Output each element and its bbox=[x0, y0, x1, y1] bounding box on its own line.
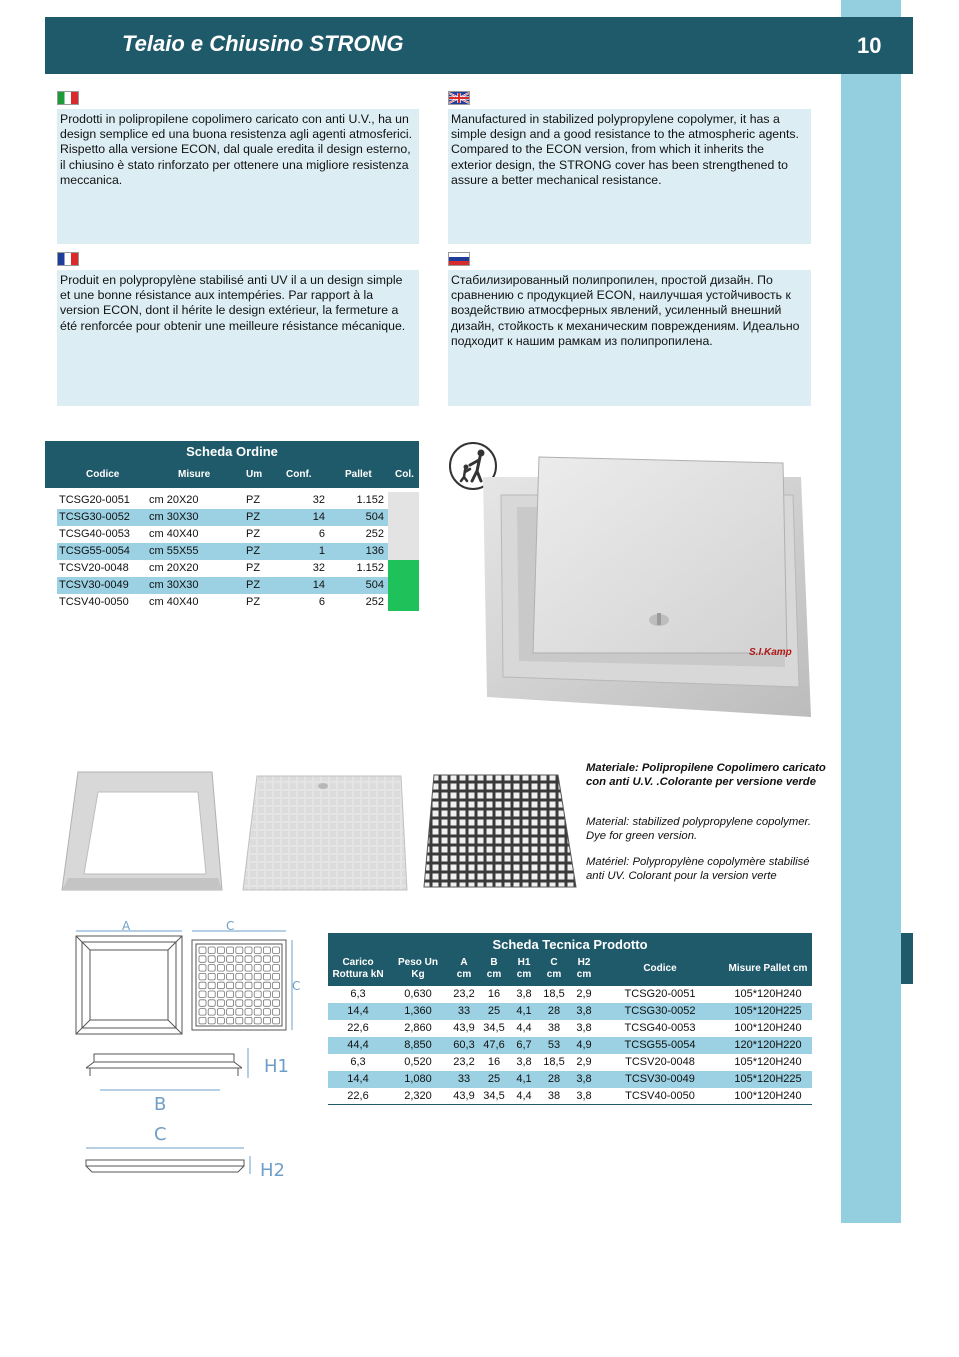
tech-cell: 3,8 bbox=[576, 1005, 592, 1017]
drawing-grid-cell bbox=[208, 947, 215, 954]
drawing-grid-cell bbox=[208, 1009, 215, 1016]
tech-cell: 34,5 bbox=[483, 1090, 505, 1102]
watermark-logo: S.I.Kamp bbox=[749, 647, 792, 658]
drawing-grid-cell bbox=[254, 947, 261, 954]
tech-table-row bbox=[328, 1037, 812, 1054]
drawing-grid-cell bbox=[263, 947, 270, 954]
order-cell-misure: cm 30X30 bbox=[149, 511, 199, 523]
product-photo-main bbox=[481, 455, 813, 723]
tech-cell: 2,9 bbox=[576, 1056, 592, 1068]
tech-cell: 4,1 bbox=[516, 1005, 532, 1017]
order-cell-misure: cm 30X30 bbox=[149, 579, 199, 591]
order-cell-codice: TCSV30-0049 bbox=[59, 579, 129, 591]
drawing-grid-cell bbox=[254, 991, 261, 998]
drawing-grid-cell bbox=[254, 973, 261, 980]
technical-drawing bbox=[60, 918, 310, 1180]
drawing-grid-cell bbox=[245, 1000, 252, 1007]
tech-cell: 53 bbox=[547, 1039, 561, 1051]
order-cell-conf: 32 bbox=[312, 562, 325, 574]
tech-cell: 23,2 bbox=[453, 1056, 475, 1068]
tech-col-header bbox=[615, 963, 705, 975]
tech-cell: 100*120H240 bbox=[734, 1090, 802, 1102]
tech-cell: 22,6 bbox=[347, 1090, 369, 1102]
drawing-grid-cell bbox=[273, 1017, 280, 1024]
drawing-grid-cell bbox=[263, 1000, 270, 1007]
order-color-swatch bbox=[388, 594, 419, 611]
order-cell-um: PZ bbox=[246, 562, 261, 574]
order-cell-conf: 1 bbox=[318, 545, 325, 557]
tech-cell: 2,320 bbox=[404, 1090, 432, 1102]
drawing-grid-cell bbox=[199, 1009, 206, 1016]
description-ru: Стабилизированный полипропилен, простой дизайн. По сравнению с продукцией ECON, наилучшая устойчивость к воздействию атмосферных явлений, усиленный внешний дизайн, стойкость к механическим повреждениям. Идеально подходит к нашим рамкам из полипропилена. bbox=[448, 270, 811, 406]
tech-table-row bbox=[328, 1020, 812, 1037]
tech-col-header-line1: C bbox=[550, 957, 558, 968]
tech-cell: 16 bbox=[487, 1056, 501, 1068]
tech-cell: 1,080 bbox=[404, 1073, 432, 1085]
drawing-grid-cell bbox=[254, 1009, 261, 1016]
tech-cell: 105*120H240 bbox=[734, 1056, 802, 1068]
order-cell-misure: cm 55X55 bbox=[149, 545, 199, 557]
tech-col-header-line2: cm bbox=[576, 969, 592, 980]
tech-table-bottom-rule bbox=[328, 1104, 812, 1105]
tech-cell: TCSG55-0054 bbox=[624, 1039, 696, 1051]
dim-label-c-bottom: C bbox=[154, 1124, 167, 1145]
tech-table-header bbox=[328, 933, 812, 986]
drawing-grid-cell bbox=[254, 1017, 261, 1024]
drawing-grid-cell bbox=[227, 1000, 234, 1007]
tech-cell: TCSV30-0049 bbox=[625, 1073, 695, 1085]
tech-cell: 23,2 bbox=[453, 988, 475, 1000]
tech-cell: 2,860 bbox=[404, 1022, 432, 1034]
order-cell-codice: TCSG30-0052 bbox=[59, 511, 130, 523]
tech-cell: 43,9 bbox=[453, 1022, 475, 1034]
dim-label-a: A bbox=[122, 919, 131, 933]
order-color-swatch bbox=[388, 509, 419, 526]
drawing-grid-cell bbox=[227, 1017, 234, 1024]
tech-cell: 105*120H225 bbox=[734, 1073, 802, 1085]
order-cell-codice: TCSV40-0050 bbox=[59, 596, 129, 608]
order-col-conf: Conf. bbox=[286, 469, 312, 480]
tech-cell: 1,360 bbox=[404, 1005, 432, 1017]
dim-label-c-top: C bbox=[226, 919, 235, 933]
order-cell-conf: 32 bbox=[312, 494, 325, 506]
tech-cell: 22,6 bbox=[347, 1022, 369, 1034]
order-cell-conf: 14 bbox=[312, 511, 325, 523]
drawing-grid-cell bbox=[236, 1000, 243, 1007]
order-cell-conf: 6 bbox=[318, 528, 325, 540]
drawing-grid-cell bbox=[236, 965, 243, 972]
description-fr: Produit en polypropylène stabilisé anti UV il a un design simple et une bonne résistance aux intempéries. Par rapport à la version ECON, dont il hérite le design extérieur, la fermeture a été renforcée pour obtenir une meilleure résistance mécanique. bbox=[57, 270, 419, 406]
tech-cell: 3,8 bbox=[516, 988, 532, 1000]
tech-cell: 16 bbox=[487, 988, 501, 1000]
drawing-grid-cell bbox=[217, 982, 224, 989]
drawing-grid-cell bbox=[227, 982, 234, 989]
tech-cell: TCSG30-0052 bbox=[624, 1005, 696, 1017]
tech-cell: 44,4 bbox=[347, 1039, 369, 1051]
tech-cell: 14,4 bbox=[347, 1073, 369, 1085]
drawing-grid-cell bbox=[208, 991, 215, 998]
drawing-grid-cell bbox=[236, 947, 243, 954]
drawing-grid-cell bbox=[217, 1000, 224, 1007]
drawing-grid-cell bbox=[199, 947, 206, 954]
french-flag-icon bbox=[57, 252, 79, 266]
order-cell-um: PZ bbox=[246, 579, 261, 591]
drawing-grid-cell bbox=[217, 965, 224, 972]
tech-col-header-line2: cm bbox=[546, 969, 562, 980]
drawing-grid-cell bbox=[199, 991, 206, 998]
tech-table-row bbox=[328, 986, 812, 1003]
order-cell-um: PZ bbox=[246, 528, 261, 540]
tech-col-header bbox=[723, 963, 813, 975]
order-cell-codice: TCSG20-0051 bbox=[59, 494, 130, 506]
tech-cell: 100*120H240 bbox=[734, 1022, 802, 1034]
drawing-grid-cell bbox=[273, 973, 280, 980]
drawing-grid-cell bbox=[263, 982, 270, 989]
order-color-swatch bbox=[388, 577, 419, 594]
tech-cell: 14,4 bbox=[347, 1005, 369, 1017]
drawing-grid-cell bbox=[217, 947, 224, 954]
russian-flag-icon bbox=[448, 252, 470, 266]
tech-cell: 25 bbox=[487, 1005, 501, 1017]
tech-cell: 3,8 bbox=[576, 1090, 592, 1102]
drawing-grid-cell bbox=[227, 991, 234, 998]
tech-cell: 33 bbox=[457, 1005, 471, 1017]
order-table-row bbox=[57, 594, 388, 611]
tech-col-header-line1: Peso Un bbox=[397, 957, 438, 968]
order-cell-pallet: 504 bbox=[365, 511, 384, 523]
drawing-grid-cell bbox=[217, 956, 224, 963]
tech-cell: 38 bbox=[547, 1090, 561, 1102]
order-cell-pallet: 252 bbox=[365, 528, 384, 540]
order-cell-codice: TCSG55-0054 bbox=[59, 545, 130, 557]
order-table-row bbox=[57, 526, 388, 543]
tech-cell: 47,6 bbox=[483, 1039, 505, 1051]
drawing-grid-cell bbox=[236, 991, 243, 998]
tech-table-row bbox=[328, 1003, 812, 1020]
order-cell-pallet: 504 bbox=[365, 579, 384, 591]
order-table-row bbox=[57, 560, 388, 577]
frame-photo bbox=[60, 770, 225, 893]
drawing-grid-cell bbox=[217, 1017, 224, 1024]
order-table-title: Scheda Ordine bbox=[186, 444, 278, 459]
drawing-grid-cell bbox=[273, 947, 280, 954]
drawing-grid-cell bbox=[263, 973, 270, 980]
tech-cell: 0,520 bbox=[404, 1056, 432, 1068]
drawing-grid-cell bbox=[199, 973, 206, 980]
order-cell-misure: cm 40X40 bbox=[149, 596, 199, 608]
tech-cell: TCSG40-0053 bbox=[624, 1022, 696, 1034]
tech-cell: 6,7 bbox=[516, 1039, 532, 1051]
tech-cell: 3,8 bbox=[516, 1056, 532, 1068]
side-strip bbox=[841, 0, 901, 1223]
tech-table-title: Scheda Tecnica Prodotto bbox=[492, 937, 648, 952]
tech-cell: 4,4 bbox=[516, 1022, 532, 1034]
tech-cell: 2,9 bbox=[576, 988, 592, 1000]
tech-cell: 3,8 bbox=[576, 1022, 592, 1034]
tech-cell: 6,3 bbox=[350, 1056, 366, 1068]
material-en: Material: stabilized polypropylene copolymer. Dye for green version. bbox=[586, 816, 811, 842]
material-it: Materiale: Polipropilene Copolimero caricato con anti U.V. .Colorante per versione verde bbox=[586, 762, 826, 788]
dim-label-h2: H2 bbox=[260, 1160, 285, 1180]
drawing-grid-cell bbox=[217, 1009, 224, 1016]
drawing-grid-cell bbox=[236, 1009, 243, 1016]
tech-cell: 6,3 bbox=[350, 988, 366, 1000]
drawing-grid-cell bbox=[208, 982, 215, 989]
order-color-swatch bbox=[388, 543, 419, 560]
order-table-row bbox=[57, 492, 388, 509]
order-color-swatch bbox=[388, 492, 419, 509]
order-cell-um: PZ bbox=[246, 494, 261, 506]
tech-col-header-line2: cm bbox=[516, 969, 532, 980]
drawing-grid-cell bbox=[263, 965, 270, 972]
tech-cell: 120*120H220 bbox=[734, 1039, 802, 1051]
tech-cell: 4,1 bbox=[516, 1073, 532, 1085]
drawing-grid-cell bbox=[273, 965, 280, 972]
tech-col-header-line1: H2 bbox=[577, 957, 591, 968]
tech-table-row bbox=[328, 1088, 812, 1105]
order-cell-pallet: 1.152 bbox=[356, 494, 384, 506]
drawing-grid-cell bbox=[273, 1000, 280, 1007]
drawing-grid-cell bbox=[245, 1017, 252, 1024]
drawing-grid-cell bbox=[254, 965, 261, 972]
drawing-grid-cell bbox=[199, 965, 206, 972]
drawing-grid-cell bbox=[236, 956, 243, 963]
order-cell-codice: TCSG40-0053 bbox=[59, 528, 130, 540]
uk-flag-icon bbox=[448, 91, 470, 105]
order-cell-pallet: 136 bbox=[365, 545, 384, 557]
drawing-grid-cell bbox=[217, 973, 224, 980]
cover-underside-photo bbox=[422, 773, 578, 890]
drawing-grid-cell bbox=[227, 1009, 234, 1016]
page-title: Telaio e Chiusino STRONG bbox=[122, 31, 404, 56]
tech-cell: TCSV40-0050 bbox=[625, 1090, 695, 1102]
drawing-grid-cell bbox=[263, 991, 270, 998]
dim-label-c-side: C bbox=[292, 979, 301, 993]
order-cell-conf: 6 bbox=[318, 596, 325, 608]
drawing-grid-cell bbox=[217, 991, 224, 998]
dim-label-b: B bbox=[154, 1094, 167, 1115]
drawing-grid-cell bbox=[208, 1000, 215, 1007]
drawing-grid-cell bbox=[245, 965, 252, 972]
tech-cell: 105*120H225 bbox=[734, 1005, 802, 1017]
drawing-grid-cell bbox=[208, 1017, 215, 1024]
order-cell-misure: cm 20X20 bbox=[149, 494, 199, 506]
tech-cell: 8,850 bbox=[404, 1039, 432, 1051]
drawing-grid-cell bbox=[245, 1009, 252, 1016]
drawing-grid-cell bbox=[254, 1000, 261, 1007]
tech-cell: 25 bbox=[487, 1073, 501, 1085]
drawing-grid-cell bbox=[245, 991, 252, 998]
tech-col-header-line1: Carico bbox=[342, 957, 374, 968]
order-color-swatch bbox=[388, 526, 419, 543]
order-col-codice: Codice bbox=[86, 469, 120, 480]
tech-cell: 60,3 bbox=[453, 1039, 475, 1051]
drawing-grid-cell bbox=[227, 947, 234, 954]
page-number: 10 bbox=[857, 33, 882, 58]
drawing-grid-cell bbox=[254, 982, 261, 989]
tech-cell: TCSV20-0048 bbox=[625, 1056, 695, 1068]
tech-col-header-line1: Codice bbox=[643, 963, 677, 974]
cover-photo bbox=[241, 774, 409, 892]
drawing-grid-cell bbox=[263, 956, 270, 963]
drawing-grid-cell bbox=[236, 1017, 243, 1024]
tech-col-header-line2: Kg bbox=[411, 969, 425, 980]
tech-col-header-line2: cm bbox=[486, 969, 502, 980]
drawing-grid-cell bbox=[263, 1017, 270, 1024]
drawing-grid-cell bbox=[273, 982, 280, 989]
tech-cell: 105*120H240 bbox=[734, 988, 802, 1000]
drawing-grid-cell bbox=[227, 973, 234, 980]
description-it: Prodotti in polipropilene copolimero caricato con anti U.V., ha un design semplice ed una buona resistenza agli agenti atmosferici. Rispetto alla versione ECON, dal quale eredita il design esterno, il chiusino è stato rinforzato per ottenere una migliore resistenza meccanica. bbox=[57, 109, 419, 244]
drawing-grid-cell bbox=[245, 982, 252, 989]
drawing-grid-cell bbox=[254, 956, 261, 963]
drawing-grid-cell bbox=[245, 956, 252, 963]
order-cell-codice: TCSV20-0048 bbox=[59, 562, 129, 574]
tech-col-header-line2: Rottura kN bbox=[332, 969, 384, 980]
tech-cell: 18,5 bbox=[543, 1056, 565, 1068]
order-cell-misure: cm 40X40 bbox=[149, 528, 199, 540]
tech-col-header-line1: H1 bbox=[517, 957, 531, 968]
material-fr: Matériel: Polypropylène copolymère stabilisé anti UV. Colorant pour la version verte bbox=[586, 856, 810, 882]
drawing-grid-cell bbox=[208, 965, 215, 972]
drawing-grid-cell bbox=[273, 1009, 280, 1016]
dim-label-h1: H1 bbox=[264, 1056, 289, 1077]
tech-table-row bbox=[328, 1071, 812, 1088]
order-table-row bbox=[57, 577, 388, 594]
tech-cell: 28 bbox=[547, 1005, 561, 1017]
tech-cell: 38 bbox=[547, 1022, 561, 1034]
order-cell-um: PZ bbox=[246, 545, 261, 557]
side-tab bbox=[901, 933, 913, 984]
order-col-misure: Misure bbox=[178, 469, 211, 480]
tech-cell: 3,8 bbox=[576, 1073, 592, 1085]
drawing-grid-cell bbox=[227, 965, 234, 972]
tech-col-header-line1: A bbox=[460, 957, 468, 968]
order-col-pallet: Pallet bbox=[345, 469, 372, 480]
tech-cell: TCSG20-0051 bbox=[624, 988, 696, 1000]
tech-cell: 34,5 bbox=[483, 1022, 505, 1034]
drawing-grid-cell bbox=[245, 947, 252, 954]
drawing-grid-cell bbox=[199, 1000, 206, 1007]
tech-cell: 18,5 bbox=[543, 988, 565, 1000]
drawing-grid-cell bbox=[199, 956, 206, 963]
tech-cell: 0,630 bbox=[404, 988, 432, 1000]
order-col-um: Um bbox=[246, 469, 263, 480]
italian-flag-icon bbox=[57, 91, 79, 105]
drawing-grid-cell bbox=[236, 982, 243, 989]
drawing-grid-cell bbox=[199, 982, 206, 989]
tech-col-header-line2: cm bbox=[456, 969, 472, 980]
tech-col-header-line1: B bbox=[490, 957, 498, 968]
order-col-col: Col. bbox=[395, 469, 414, 480]
order-color-swatch bbox=[388, 560, 419, 577]
order-cell-um: PZ bbox=[246, 511, 261, 523]
order-table-row bbox=[57, 543, 388, 560]
tech-cell: 33 bbox=[457, 1073, 471, 1085]
tech-cell: 43,9 bbox=[453, 1090, 475, 1102]
order-cell-um: PZ bbox=[246, 596, 261, 608]
description-en: Manufactured in stabilized polypropylene copolymer, it has a simple design and a good resistance to the atmospheric agents. Compared to the ECON version, from which it inherits the exterior design, the STRONG cover has been strengthened to assure a better mechanical resistance. bbox=[448, 109, 811, 244]
order-cell-pallet: 1.152 bbox=[356, 562, 384, 574]
order-cell-pallet: 252 bbox=[365, 596, 384, 608]
tech-cell: 4,4 bbox=[516, 1090, 532, 1102]
tech-cell: 4,9 bbox=[576, 1039, 592, 1051]
drawing-grid-cell bbox=[273, 956, 280, 963]
drawing-grid-cell bbox=[208, 956, 215, 963]
order-cell-conf: 14 bbox=[312, 579, 325, 591]
drawing-grid-cell bbox=[245, 973, 252, 980]
drawing-grid-cell bbox=[263, 1009, 270, 1016]
order-cell-misure: cm 20X20 bbox=[149, 562, 199, 574]
tech-cell: 28 bbox=[547, 1073, 561, 1085]
drawing-grid-cell bbox=[236, 973, 243, 980]
tech-table-row bbox=[328, 1054, 812, 1071]
tech-col-header-line1: Misure Pallet cm bbox=[728, 963, 808, 974]
drawing-grid-cell bbox=[208, 973, 215, 980]
drawing-grid-cell bbox=[199, 1017, 206, 1024]
order-table-row bbox=[57, 509, 388, 526]
drawing-grid-cell bbox=[273, 991, 280, 998]
drawing-grid-cell bbox=[227, 956, 234, 963]
order-table-header bbox=[45, 441, 419, 488]
